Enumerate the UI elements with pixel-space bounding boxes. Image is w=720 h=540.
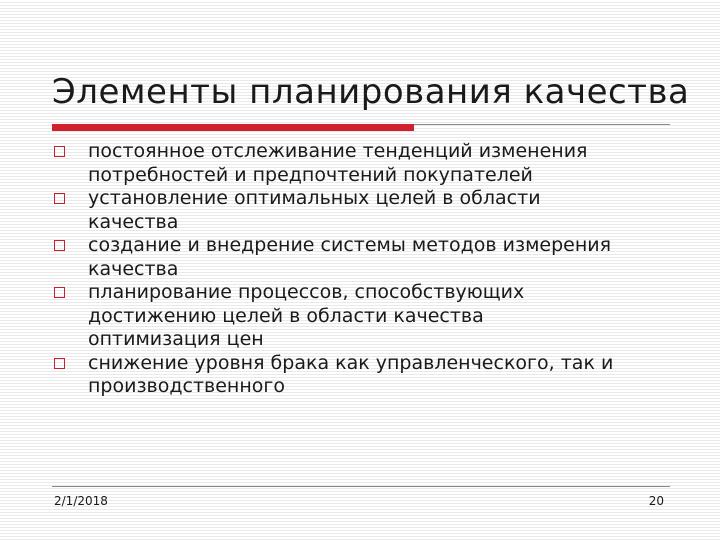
square-bullet-icon	[54, 240, 65, 251]
bullet-line: снижение уровня брака как управленческого, так и	[88, 351, 614, 374]
bullet-line: качества	[88, 210, 179, 233]
bullet-line: производственного	[88, 375, 285, 397]
square-bullet-icon	[54, 193, 65, 204]
bullet-item	[52, 140, 682, 187]
bullet-line: установление оптимальных целей в области	[88, 187, 541, 209]
bullet-line: достижению целей в области качества	[88, 304, 484, 327]
slide-number: 20	[648, 494, 664, 508]
bullet-line: оптимизация цен	[88, 328, 264, 350]
slide-title: Элементы планирования качества	[52, 72, 690, 112]
bullet-line: планирование процессов, способствующих	[88, 281, 525, 303]
bullet-line: качества	[88, 257, 179, 280]
square-bullet-icon	[54, 287, 65, 298]
bullet-list	[52, 140, 682, 399]
bullet-item	[52, 281, 682, 352]
bullet-item	[52, 187, 682, 234]
bullet-item	[52, 234, 682, 281]
bullet-item	[52, 352, 682, 399]
footer-divider	[52, 486, 670, 487]
bullet-line: потребностей и предпочтений покупателей	[88, 163, 533, 186]
bullet-line: создание и внедрение системы методов измерения	[88, 234, 612, 256]
footer-date: 2/1/2018	[54, 494, 108, 508]
bullet-line: постоянное отслеживание тенденций изменения	[88, 140, 588, 162]
square-bullet-icon	[54, 358, 65, 369]
square-bullet-icon	[54, 146, 65, 157]
title-accent-bar	[52, 124, 414, 131]
